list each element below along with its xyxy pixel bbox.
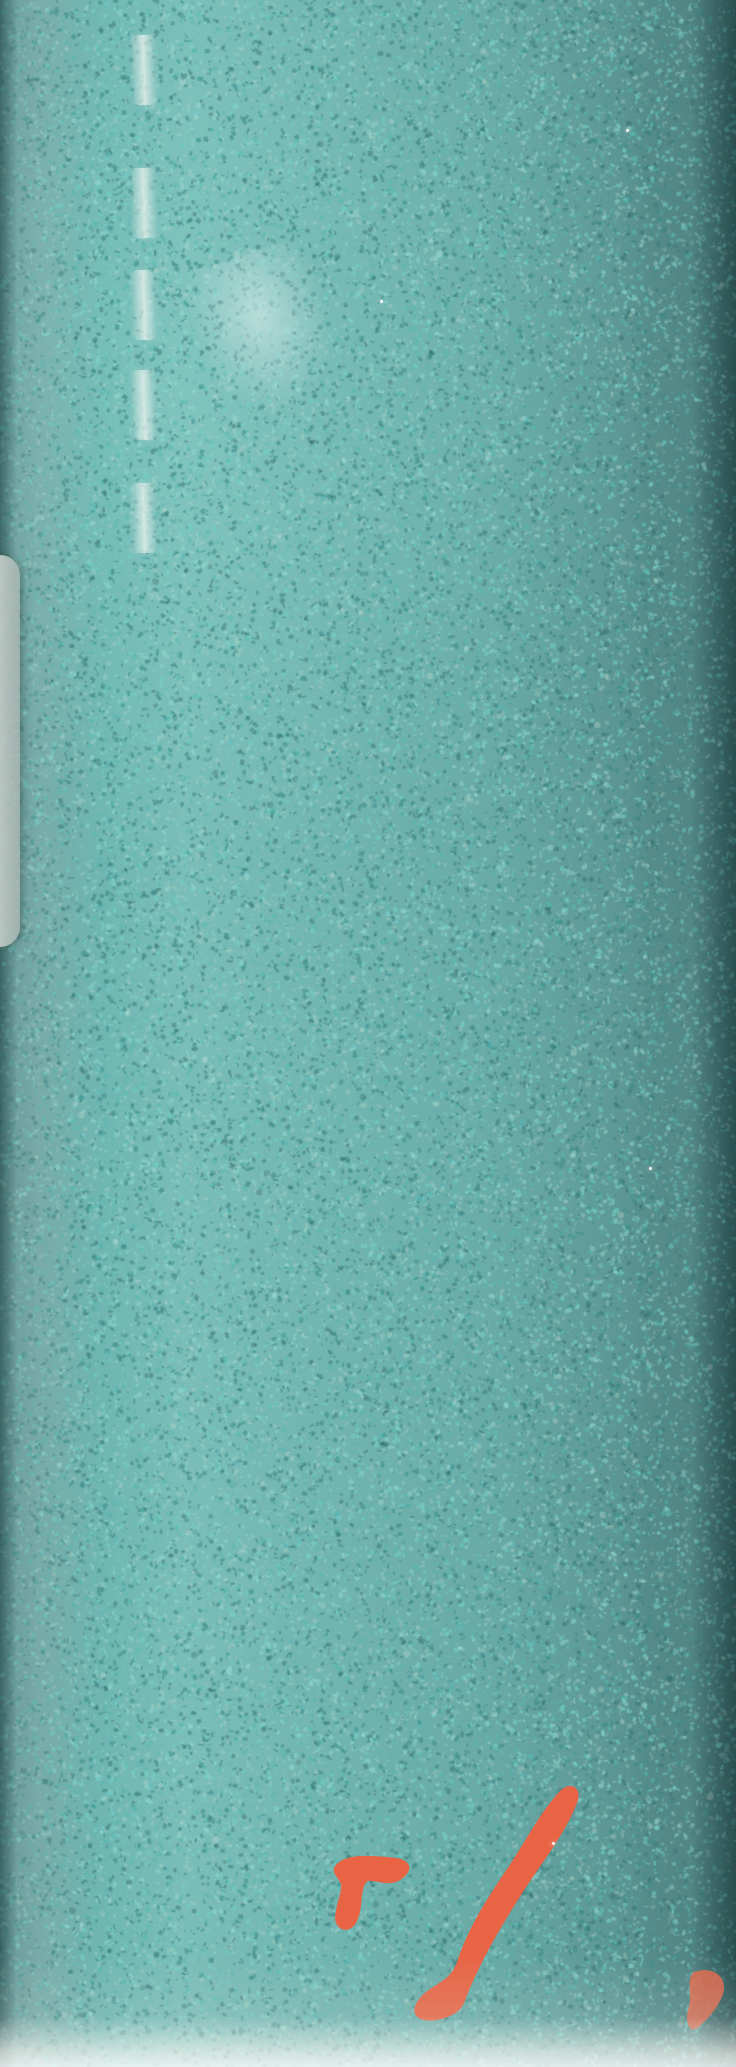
glint [626, 129, 629, 132]
glint [649, 1167, 652, 1170]
bottom-pale-band [0, 1955, 736, 2067]
red-mark-left [334, 1856, 410, 1930]
glint [552, 1842, 555, 1845]
glint [380, 300, 383, 303]
